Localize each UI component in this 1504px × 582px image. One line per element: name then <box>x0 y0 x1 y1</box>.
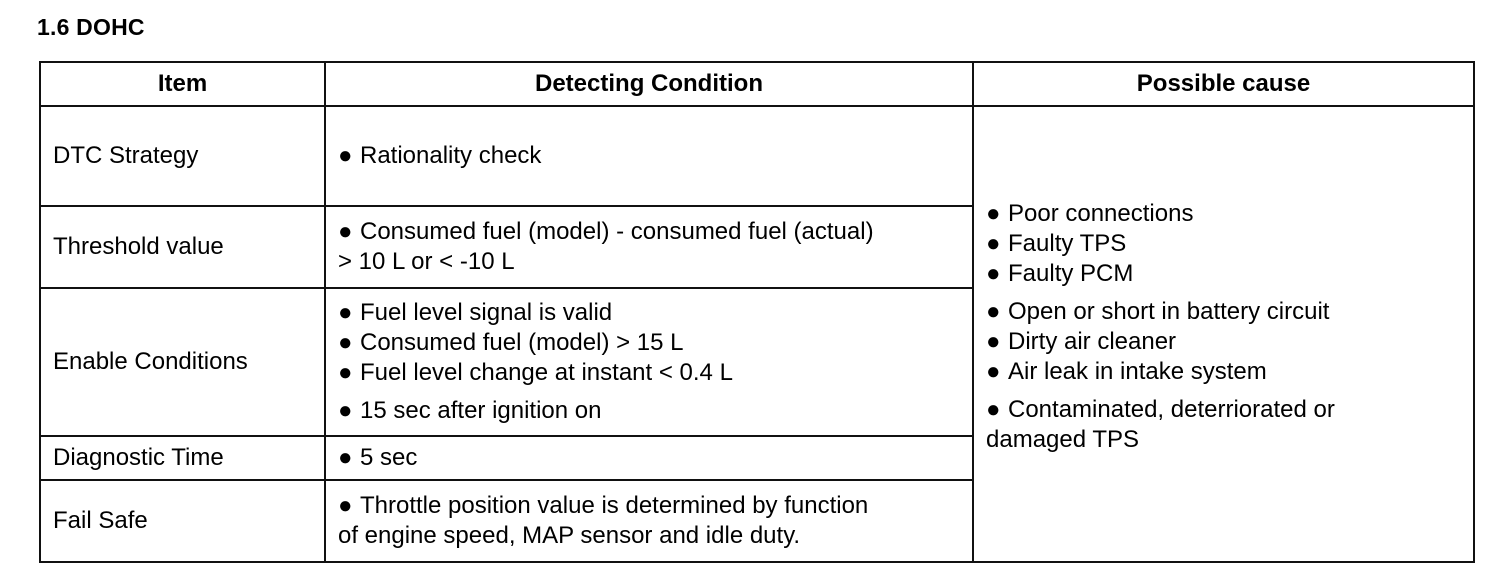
item-cell: Threshold value <box>40 206 325 288</box>
possible-cause-cell <box>973 106 1474 562</box>
dtc-spec-table <box>39 61 1475 563</box>
header-detecting-condition: Detecting Condition <box>325 62 973 106</box>
item-cell: Fail Safe <box>40 480 325 562</box>
cause-line: ● Dirty air cleaner <box>986 328 1177 355</box>
bullet-icon: ● <box>986 230 1001 257</box>
bullet-icon: ● <box>986 396 1001 423</box>
bullet-icon: ● <box>986 298 1001 325</box>
cause-line: ● Poor connections <box>986 200 1194 227</box>
header-item: Item <box>40 62 325 106</box>
condition-line-continued: > 10 L or < -10 L <box>338 248 515 275</box>
cause-line: ● Contaminated, deterriorated or <box>986 396 1335 423</box>
bullet-icon: ● <box>338 492 353 519</box>
condition-line: ● Consumed fuel (model) - consumed fuel (actual) <box>338 218 874 245</box>
condition-line: ● Fuel level signal is valid <box>338 299 613 326</box>
condition-cell <box>325 288 973 436</box>
bullet-icon: ● <box>986 358 1001 385</box>
condition-line: ● 15 sec after ignition on <box>338 397 602 424</box>
condition-line: ● 5 sec <box>338 444 418 471</box>
header-possible-cause: Possible cause <box>973 62 1474 106</box>
bullet-icon: ● <box>338 142 353 169</box>
bullet-icon: ● <box>338 444 353 471</box>
cause-line: ● Air leak in intake system <box>986 358 1267 385</box>
table-row <box>40 106 1474 206</box>
item-cell: DTC Strategy <box>40 106 325 206</box>
condition-line: ● Consumed fuel (model) > 15 L <box>338 329 684 356</box>
table-header-row <box>40 62 1474 106</box>
condition-line-continued: of engine speed, MAP sensor and idle duty. <box>338 522 801 549</box>
condition-cell <box>325 480 973 562</box>
condition-line: ● Fuel level change at instant < 0.4 L <box>338 359 733 386</box>
bullet-icon: ● <box>338 329 353 356</box>
bullet-icon: ● <box>986 328 1001 355</box>
condition-line: ● Rationality check <box>338 142 542 169</box>
cause-line: ● Faulty TPS <box>986 230 1127 257</box>
item-cell: Diagnostic Time <box>40 436 325 480</box>
bullet-icon: ● <box>338 218 353 245</box>
condition-cell <box>325 106 973 206</box>
bullet-icon: ● <box>986 260 1001 287</box>
cause-line-continued: damaged TPS <box>986 426 1139 453</box>
item-cell: Enable Conditions <box>40 288 325 436</box>
bullet-icon: ● <box>986 200 1001 227</box>
condition-line: ● Throttle position value is determined by function <box>338 492 869 519</box>
section-heading: 1.6 DOHC <box>37 14 145 40</box>
cause-line: ● Faulty PCM <box>986 260 1134 287</box>
cause-line: ● Open or short in battery circuit <box>986 298 1330 325</box>
bullet-icon: ● <box>338 397 353 424</box>
condition-cell <box>325 206 973 288</box>
condition-cell <box>325 436 973 480</box>
bullet-icon: ● <box>338 299 353 326</box>
bullet-icon: ● <box>338 359 353 386</box>
